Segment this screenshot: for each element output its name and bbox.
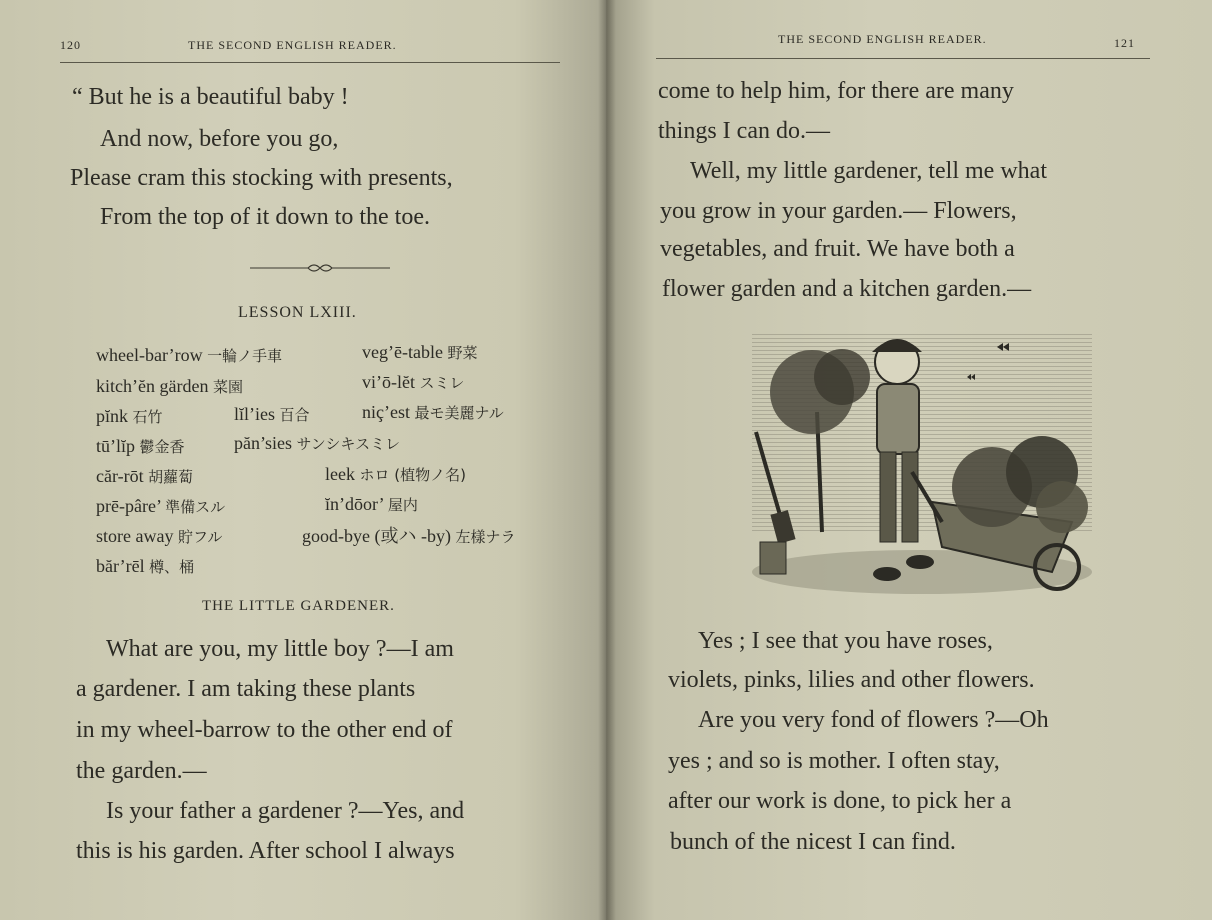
vocab-gloss: 菜園 xyxy=(212,378,243,396)
vocab-gloss: 百合 xyxy=(279,406,310,424)
vocab-gloss: 胡蘿蔔 xyxy=(148,468,194,486)
gardener-boy-illustration xyxy=(742,322,1102,604)
header-rule-right xyxy=(656,58,1150,59)
story-title: THE LITTLE GARDENER. xyxy=(202,598,395,614)
vocab-word xyxy=(96,436,185,457)
lesson-title: LESSON LXIII. xyxy=(238,304,357,321)
page-number-right: 121 xyxy=(1114,36,1135,50)
running-head-right: THE SECOND ENGLISH READER. xyxy=(778,32,987,46)
vocab-term: leek xyxy=(325,464,355,484)
vocab-term: niç’est xyxy=(362,402,410,422)
story-line: Is your father a gardener ?—Yes, and xyxy=(106,798,465,824)
vocab-word xyxy=(96,526,222,547)
story-line: bunch of the nicest I can find. xyxy=(670,829,956,855)
vocab-gloss: 最モ美麗ナル xyxy=(414,404,504,422)
poem-line: “ But he is a beautiful baby ! xyxy=(72,84,349,110)
vocab-gloss: 石竹 xyxy=(132,408,163,426)
poem-line: From the top of it down to the toe. xyxy=(100,204,430,230)
vocab-gloss: ホロ (植物ノ名) xyxy=(359,466,466,484)
vocab-term: veg’ē-table xyxy=(362,342,443,362)
page-number-left: 120 xyxy=(60,38,81,52)
vocab-term: store away xyxy=(96,526,174,546)
story-line: the garden.— xyxy=(76,758,207,784)
running-head-left: THE SECOND ENGLISH READER. xyxy=(188,38,397,52)
vocab-term: pĭnk xyxy=(96,406,129,426)
vocab-term: ĭn’dōor’ xyxy=(325,494,384,514)
vocab-word xyxy=(96,466,193,487)
vocab-gloss: 準備スル xyxy=(165,498,226,516)
vocab-term: kitch’ĕn gärden xyxy=(96,376,209,396)
vocab-word xyxy=(362,372,465,393)
book-gutter xyxy=(598,0,616,920)
vocab-word xyxy=(325,464,466,485)
vocab-term: căr-rōt xyxy=(96,466,144,486)
poem-line: And now, before you go, xyxy=(100,126,339,152)
story-line: What are you, my little boy ?—I am xyxy=(106,636,454,662)
vocab-term: păn’sies xyxy=(234,433,292,453)
vocab-term: wheel-bar’row xyxy=(96,345,203,365)
vocab-word xyxy=(234,433,400,454)
vocab-word xyxy=(234,404,310,425)
vocab-gloss: スミレ xyxy=(419,374,465,392)
vocab-word xyxy=(325,494,418,515)
vocab-term: lĭl’ies xyxy=(234,404,275,424)
story-line: violets, pinks, lilies and other flowers. xyxy=(668,667,1035,693)
vocab-gloss: 野菜 xyxy=(447,344,478,362)
vocab-term: tū’lĭp xyxy=(96,436,135,456)
vocab-term: băr’rēl xyxy=(96,556,145,576)
vocab-gloss: 貯フル xyxy=(177,528,223,546)
vocab-gloss: 屋内 xyxy=(387,496,418,514)
story-line: Are you very fond of flowers ?—Oh xyxy=(698,707,1049,733)
vocab-gloss: 一輪ノ手車 xyxy=(207,347,283,365)
story-line: after our work is done, to pick her a xyxy=(668,788,1012,814)
story-line: Yes ; I see that you have roses, xyxy=(698,628,993,654)
story-line: come to help him, for there are many xyxy=(658,78,1014,104)
vocab-word xyxy=(96,345,282,366)
story-line: flower garden and a kitchen garden.— xyxy=(662,276,1032,302)
story-line: in my wheel-barrow to the other end of xyxy=(76,717,453,743)
vocab-term: prē-pâre’ xyxy=(96,496,161,516)
story-line: vegetables, and fruit. We have both a xyxy=(660,236,1015,262)
vocab-word xyxy=(96,376,243,397)
vocab-gloss: 左樣ナラ xyxy=(455,528,516,546)
vocab-gloss: サンシキスミレ xyxy=(296,435,401,453)
story-line: things I can do.— xyxy=(658,118,830,144)
vocab-term: good-bye (或ハ -by) xyxy=(302,526,451,546)
vocab-word xyxy=(362,342,477,363)
vocab-gloss: 鬱金香 xyxy=(139,438,185,456)
story-line: Well, my little gardener, tell me what xyxy=(690,158,1047,184)
vocab-word xyxy=(96,406,163,427)
story-line: yes ; and so is mother. I often stay, xyxy=(668,748,1000,774)
poem-line: Please cram this stocking with presents, xyxy=(70,165,453,191)
story-line: you grow in your garden.— Flowers, xyxy=(660,198,1017,224)
vocab-word xyxy=(362,402,504,423)
story-line: a gardener. I am taking these plants xyxy=(76,676,416,702)
vocab-word xyxy=(96,556,194,577)
vocab-term: vi’ō-lĕt xyxy=(362,372,415,392)
vocab-gloss: 樽、桶 xyxy=(149,558,195,576)
ornament-divider xyxy=(250,262,390,274)
vocab-word xyxy=(302,522,515,548)
vocab-word xyxy=(96,496,225,517)
header-rule-left xyxy=(60,62,560,63)
story-line: this is his garden. After school I always xyxy=(76,838,455,864)
